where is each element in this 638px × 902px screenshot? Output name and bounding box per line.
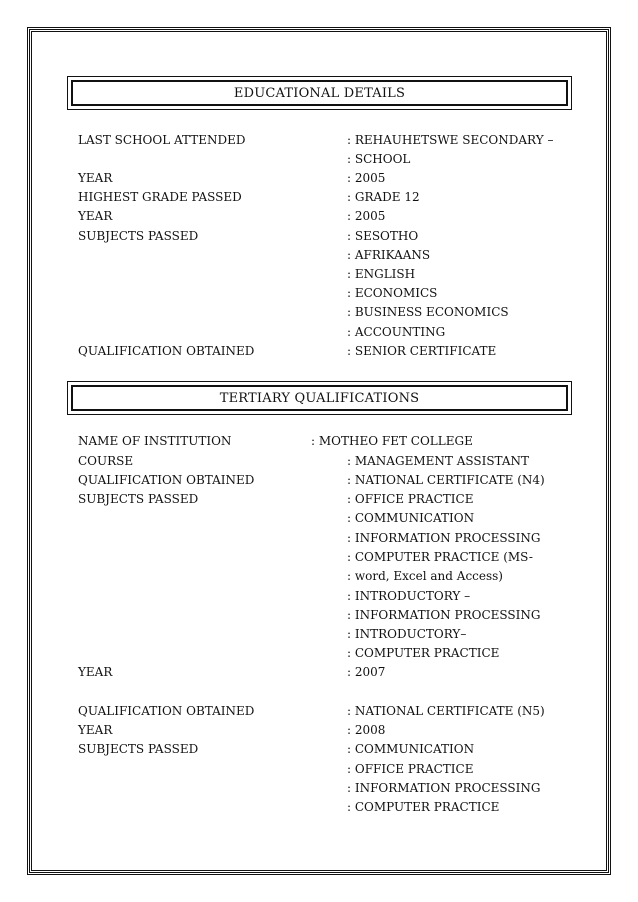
tertiary-row-value: : 2007 xyxy=(347,665,386,679)
edu-row-label: HIGHEST GRADE PASSED xyxy=(78,190,242,204)
tertiary-row xyxy=(0,608,638,627)
tertiary-row-value: : 2008 xyxy=(347,723,386,737)
tertiary-row xyxy=(0,454,638,473)
tertiary-row-value: : INTRODUCTORY – xyxy=(347,589,471,603)
tertiary-row-value: : COMPUTER PRACTICE xyxy=(347,646,500,660)
tertiary-row-value: : OFFICE PRACTICE xyxy=(347,762,474,776)
edu-row-value: : 2005 xyxy=(347,209,386,223)
edu-row xyxy=(0,190,638,209)
tertiary-row xyxy=(0,665,638,684)
edu-row-label: QUALIFICATION OBTAINED xyxy=(78,344,255,358)
tertiary-row-value: : COMMUNICATION xyxy=(347,742,475,756)
tertiary-row xyxy=(0,492,638,511)
tertiary-qualifications-title: TERTIARY QUALIFICATIONS xyxy=(71,385,568,411)
tertiary-row xyxy=(0,589,638,608)
tertiary-row xyxy=(0,511,638,530)
tertiary-row xyxy=(0,434,638,453)
tertiary-row-label: SUBJECTS PASSED xyxy=(78,492,199,506)
edu-row-value: : SCHOOL xyxy=(347,152,411,166)
edu-row-label: YEAR xyxy=(78,209,113,223)
tertiary-row-value: : INFORMATION PROCESSING xyxy=(347,531,541,545)
edu-row-value: : GRADE 12 xyxy=(347,190,420,204)
tertiary-row-value: : COMPUTER PRACTICE xyxy=(347,800,500,814)
tertiary-row-value: : COMPUTER PRACTICE (MS- xyxy=(347,550,533,564)
edu-row-label: SUBJECTS PASSED xyxy=(78,229,199,243)
tertiary-row xyxy=(0,627,638,646)
edu-row-value: : ACCOUNTING xyxy=(347,325,446,339)
edu-row xyxy=(0,248,638,267)
tertiary-qualifications-heading xyxy=(67,381,572,415)
educational-details-title: EDUCATIONAL DETAILS xyxy=(71,80,568,106)
educational-details-heading xyxy=(67,76,572,110)
tertiary-row-value: : INFORMATION PROCESSING xyxy=(347,608,541,622)
tertiary-row-label: SUBJECTS PASSED xyxy=(78,742,199,756)
edu-row xyxy=(0,209,638,228)
tertiary-row-label: COURSE xyxy=(78,454,134,468)
edu-row-label: LAST SCHOOL ATTENDED xyxy=(78,133,246,147)
tertiary-row xyxy=(0,800,638,819)
edu-row-value: : 2005 xyxy=(347,171,386,185)
tertiary-row-value: : NATIONAL CERTIFICATE (N4) xyxy=(347,473,545,487)
tertiary-row xyxy=(0,762,638,781)
tertiary-row xyxy=(0,531,638,550)
edu-row-label: YEAR xyxy=(78,171,113,185)
tertiary-row-label: YEAR xyxy=(78,723,113,737)
tertiary-row-label: YEAR xyxy=(78,665,113,679)
tertiary-row-value: : INTRODUCTORY– xyxy=(347,627,467,641)
edu-row xyxy=(0,152,638,171)
tertiary-row-value: : NATIONAL CERTIFICATE (N5) xyxy=(347,704,545,718)
edu-row-value: : REHAUHETSWE SECONDARY – xyxy=(347,133,554,147)
edu-row-value: : ECONOMICS xyxy=(347,286,438,300)
tertiary-row-label: QUALIFICATION OBTAINED xyxy=(78,473,255,487)
edu-row xyxy=(0,133,638,152)
edu-row xyxy=(0,286,638,305)
tertiary-row xyxy=(0,550,638,569)
tertiary-row xyxy=(0,646,638,665)
edu-row-value: : ENGLISH xyxy=(347,267,416,281)
tertiary-row-value: : MANAGEMENT ASSISTANT xyxy=(347,454,530,468)
tertiary-row xyxy=(0,569,638,588)
tertiary-row xyxy=(0,473,638,492)
tertiary-row xyxy=(0,704,638,723)
edu-row-value: : SESOTHO xyxy=(347,229,419,243)
edu-row xyxy=(0,267,638,286)
edu-row xyxy=(0,344,638,363)
tertiary-row xyxy=(0,723,638,742)
edu-row xyxy=(0,325,638,344)
tertiary-row xyxy=(0,742,638,761)
tertiary-row-value: : word, Excel and Access) xyxy=(347,569,503,583)
tertiary-row-value: : INFORMATION PROCESSING xyxy=(347,781,541,795)
edu-row xyxy=(0,229,638,248)
tertiary-row-value: : MOTHEO FET COLLEGE xyxy=(311,434,473,448)
edu-row xyxy=(0,171,638,190)
edu-row-value: : SENIOR CERTIFICATE xyxy=(347,344,497,358)
edu-row xyxy=(0,305,638,324)
tertiary-row-value: : OFFICE PRACTICE xyxy=(347,492,474,506)
tertiary-row-value: : COMMUNICATION xyxy=(347,511,475,525)
tertiary-row-label: NAME OF INSTITUTION xyxy=(78,434,232,448)
tertiary-row xyxy=(0,781,638,800)
edu-row-value: : AFRIKAANS xyxy=(347,248,431,262)
tertiary-row-label: QUALIFICATION OBTAINED xyxy=(78,704,255,718)
edu-row-value: : BUSINESS ECONOMICS xyxy=(347,305,509,319)
